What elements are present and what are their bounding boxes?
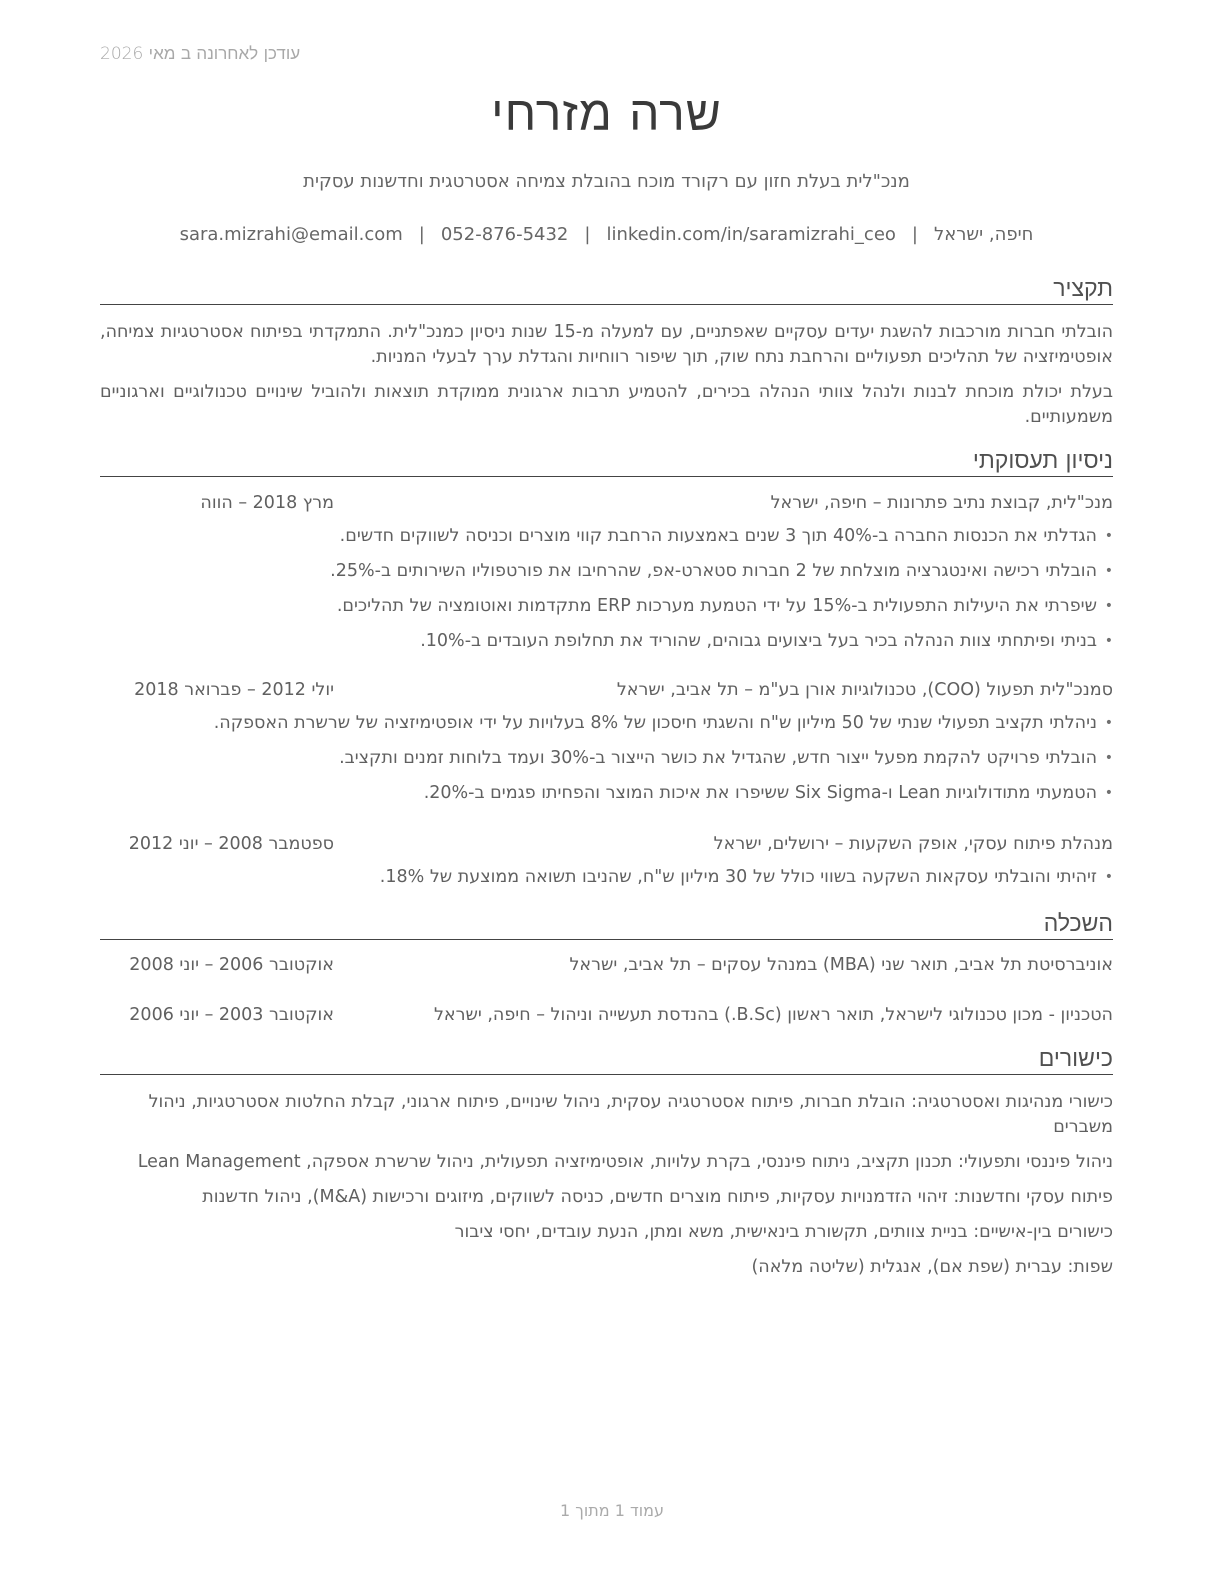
job-bullet: • בניתי ופיתחתי צוות הנהלה בכיר בעל ביצועים גבוהים, שהוריד את תחלופת העובדים ב-10%. bbox=[100, 629, 1113, 653]
job-role: סמנכ"לית תפעול (COO), טכנולוגיות אורן בע"מ – תל אביב, ישראל bbox=[616, 680, 1113, 700]
skill-line: כישורים בין-אישיים: בניית צוותים, תקשורת בינאישית, משא ומתן, הנעת עובדים, יחסי ציבור bbox=[454, 1222, 1113, 1243]
contact-line bbox=[100, 224, 1113, 245]
tagline: מנכ"לית בעלת חזון עם רקורד מוכח בהובלת צמיחה אסטרטגית וחדשנות עסקית bbox=[303, 171, 910, 192]
education-dates: אוקטובר 2003 – יוני 2006 bbox=[129, 1005, 334, 1026]
job-dates: יולי 2012 – פברואר 2018 bbox=[134, 680, 334, 700]
skill-line: כישורי מנהיגות ואסטרטגיה: הובלת חברות, פיתוח אסטרטגיה עסקית, ניהול שינויים, פיתוח ארגוני, קבלת החלטות אסטרטגיות, ניהול משברים bbox=[148, 1092, 1113, 1138]
job-bullet: • שיפרתי את היעילות התפעולית ב-15% על ידי הטמעת מערכות ERP מתקדמות ואוטומציה של תהליכים. bbox=[100, 594, 1113, 618]
page-number: עמוד 1 מתוך 1 bbox=[560, 1501, 664, 1520]
summary-section bbox=[100, 276, 1113, 430]
section-title-education: השכלה bbox=[100, 911, 1113, 940]
education-section bbox=[100, 911, 1113, 1031]
contact-phone[interactable]: 052-876-5432 bbox=[440, 224, 569, 245]
summary-paragraph: בעלת יכולת מוכחת לבנות ולנהל צוותי הנהלה בכירים, להטמיע תרבות ארגונית ממוקדת תוצאות ולהוביל שינויים טכנולוגיים וארגוניים משמעותיים. bbox=[100, 382, 1113, 428]
contact-email[interactable]: sara.mizrahi@email.com bbox=[179, 224, 403, 245]
job-bullets bbox=[100, 524, 1113, 653]
job-entry bbox=[100, 680, 1113, 816]
contact-linkedin[interactable]: linkedin.com/in/saramizrahi_ceo bbox=[606, 224, 896, 245]
job-header bbox=[100, 834, 1113, 860]
section-title-skills: כישורים bbox=[100, 1046, 1113, 1075]
contact-separator: | bbox=[911, 224, 918, 245]
contact-location: חיפה, ישראל bbox=[933, 224, 1034, 245]
job-bullets bbox=[100, 865, 1113, 889]
job-bullet: • הגדלתי את הכנסות החברה ב-40% תוך 3 שנים באמצעות הרחבת קווי מוצרים וכניסה לשווקים חדשים. bbox=[100, 524, 1113, 548]
skill-line: ניהול פיננסי ותפעולי: תכנון תקציב, ניתוח פיננסי, בקרת עלויות, אופטימיזציה תפעולית, ניהול שרשרת אספקה, Lean Management bbox=[137, 1152, 1113, 1173]
job-bullet: • הובלתי פרויקט להקמת מפעל ייצור חדש, שהגדיל את כושר הייצור ב-30% ועמד בלוחות זמנים ותקציב. bbox=[100, 746, 1113, 770]
job-bullet: • הובלתי רכישה ואינטגרציה מוצלחת של 2 חברות סטארט-אפ, שהרחיבו את פורטפוליו השירותים ב-25%. bbox=[100, 559, 1113, 583]
experience-section bbox=[100, 448, 1113, 664]
job-dates: ספטמבר 2008 – יוני 2012 bbox=[128, 834, 334, 854]
last-updated-text: עודכן לאחרונה ב מאי 2026 bbox=[100, 44, 301, 64]
job-entry bbox=[100, 834, 1113, 900]
education-dates: אוקטובר 2006 – יוני 2008 bbox=[129, 955, 334, 976]
job-entry bbox=[100, 493, 1113, 653]
job-role: מנכ"לית, קבוצת נתיב פתרונות – חיפה, ישראל bbox=[770, 493, 1113, 514]
summary-paragraph: הובלתי חברות מורכבות להשגת יעדים עסקיים שאפתניים, עם למעלה מ-15 שנות ניסיון כמנכ"לית. התמקדתי בפיתוח אסטרטגיות צמיחה, אופטימיזציה של תהליכים תפעוליים והרחבת נתח שוק, תוך שיפור רווחיות והגדלת ערך לבעלי המניות. bbox=[100, 322, 1113, 368]
contact-separator: | bbox=[584, 224, 591, 245]
education-entry bbox=[100, 1005, 1113, 1031]
skill-line: שפות: עברית (שפת אם), אנגלית (שליטה מלאה) bbox=[751, 1257, 1113, 1278]
job-dates: מרץ 2018 – הווה bbox=[200, 493, 334, 514]
job-header bbox=[100, 680, 1113, 706]
job-bullet: • ניהלתי תקציב תפעולי שנתי של 50 מיליון ש"ח והשגתי חיסכון של 8% בעלויות על ידי אופטימיזציה של שרשרת האספקה. bbox=[100, 711, 1113, 735]
job-bullets bbox=[100, 711, 1113, 805]
contact-separator: | bbox=[418, 224, 425, 245]
resume-page bbox=[100, 0, 1113, 1584]
candidate-name: שרה מזרחי bbox=[491, 86, 722, 142]
education-degree: הטכניון - מכון טכנולוגי לישראל, תואר ראשון (B.Sc.) בהנדסת תעשייה וניהול – חיפה, ישראל bbox=[433, 1005, 1113, 1026]
skills-section bbox=[100, 1046, 1113, 1290]
job-header bbox=[100, 493, 1113, 519]
education-entry bbox=[100, 955, 1113, 981]
job-bullet: • הטמעתי מתודולוגיות Lean ו-Six Sigma ששיפרו את איכות המוצר והפחיתו פגמים ב-20%. bbox=[100, 781, 1113, 805]
education-degree: אוניברסיטת תל אביב, תואר שני (MBA) במנהל עסקים – תל אביב, ישראל bbox=[569, 955, 1113, 976]
job-role: מנהלת פיתוח עסקי, אופק השקעות – ירושלים, ישראל bbox=[713, 834, 1113, 854]
section-title-summary: תקציר bbox=[100, 276, 1113, 305]
section-title-experience: ניסיון תעסוקתי bbox=[100, 448, 1113, 477]
job-bullet: • זיהיתי והובלתי עסקאות השקעה בשווי כולל של 30 מיליון ש"ח, שהניבו תשואה ממוצעת של 18%. bbox=[100, 865, 1113, 889]
skill-line: פיתוח עסקי וחדשנות: זיהוי הזדמנויות עסקיות, פיתוח מוצרים חדשים, כניסה לשווקים, מיזוגים ורכישות (M&A), ניהול חדשנות bbox=[202, 1187, 1113, 1208]
